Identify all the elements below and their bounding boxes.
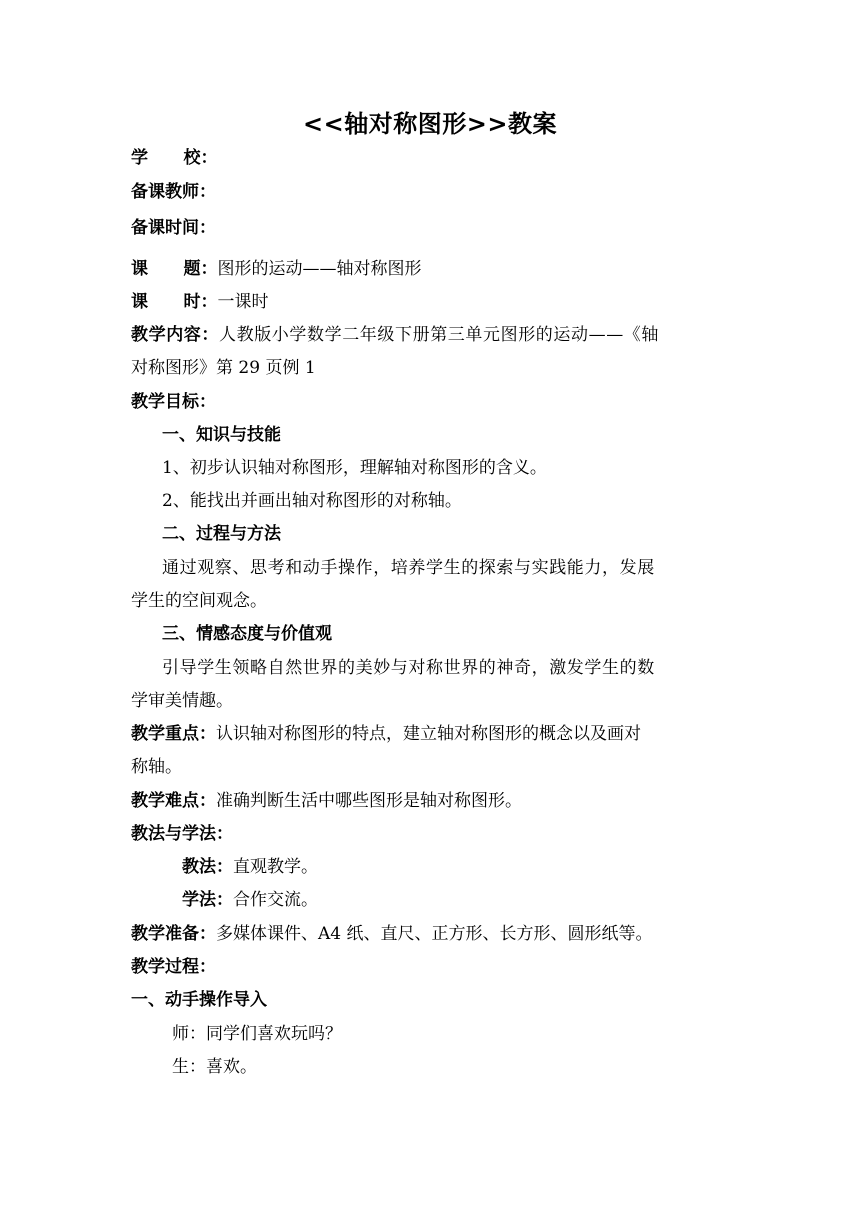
teach-method-line xyxy=(182,857,782,877)
goal2-heading: 二、过程与方法 xyxy=(162,524,281,544)
methods-line xyxy=(131,824,731,844)
key-points-line xyxy=(131,724,731,744)
topic-label: 课 题： xyxy=(131,259,218,279)
period-label: 课 时： xyxy=(131,292,218,312)
key-points-value-cont: 称轴。 xyxy=(131,757,182,777)
prep-time-line xyxy=(131,218,731,238)
content-label: 教学内容： xyxy=(131,325,219,345)
goal1-item1: 1、初步认识轴对称图形，理解轴对称图形的含义。 xyxy=(162,458,547,478)
teach-method-value: 直观教学。 xyxy=(233,857,318,877)
school-label: 学 校： xyxy=(131,148,218,168)
methods-label: 教法与学法： xyxy=(131,824,233,844)
period-line xyxy=(131,292,731,312)
prep-label: 教学准备： xyxy=(131,924,216,944)
school-line xyxy=(131,148,731,168)
prep-line xyxy=(131,924,731,944)
teacher-line xyxy=(131,182,731,202)
process-label: 教学过程： xyxy=(131,957,216,977)
document-title: <<轴对称图形>>教案 xyxy=(303,110,557,138)
goal3-heading: 三、情感态度与价值观 xyxy=(162,624,332,644)
difficulty-line xyxy=(131,791,731,811)
content-value-cont: 对称图形》第 29 页例 1 xyxy=(131,358,316,378)
key-points-line-2 xyxy=(131,757,731,777)
content-value: 人教版小学数学二年级下册第三单元图形的运动——《轴 xyxy=(219,325,659,345)
goal1-item2: 2、能找出并画出轴对称图形的对称轴。 xyxy=(162,491,462,511)
learn-method-label: 学法： xyxy=(182,890,233,910)
key-points-label: 教学重点： xyxy=(131,724,216,744)
prep-value: 多媒体课件、A4 纸、直尺、正方形、长方形、圆形纸等。 xyxy=(216,924,653,944)
goals-line xyxy=(131,392,731,412)
key-points-value: 认识轴对称图形的特点，建立轴对称图形的概念以及画对 xyxy=(216,724,641,744)
goal3-text-1: 引导学生领略自然世界的美妙与对称世界的神奇，激发学生的数 xyxy=(162,658,655,678)
prep-time-label: 备课时间： xyxy=(131,218,216,238)
difficulty-value: 准确判断生活中哪些图形是轴对称图形。 xyxy=(216,791,522,811)
topic-line xyxy=(131,259,731,279)
topic-value: 图形的运动——轴对称图形 xyxy=(217,259,422,279)
goal2-text-1: 通过观察、思考和动手操作，培养学生的探索与实践能力，发展 xyxy=(162,558,655,578)
goal3-text-2: 学审美情趣。 xyxy=(131,691,233,711)
goals-label: 教学目标： xyxy=(131,392,216,412)
section1-heading: 一、动手操作导入 xyxy=(131,990,267,1010)
difficulty-label: 教学难点： xyxy=(131,791,216,811)
process-line xyxy=(131,957,731,977)
learn-method-line xyxy=(182,890,782,910)
learn-method-value: 合作交流。 xyxy=(233,890,318,910)
period-value: 一课时 xyxy=(217,292,269,312)
teacher-label: 备课教师： xyxy=(131,182,216,202)
dialog-teacher: 师：同学们喜欢玩吗？ xyxy=(172,1024,342,1044)
teach-method-label: 教法： xyxy=(182,857,233,877)
goal2-text-2: 学生的空间观念。 xyxy=(131,591,267,611)
content-line-2 xyxy=(131,358,731,378)
goal1-heading: 一、知识与技能 xyxy=(162,425,281,445)
content-line xyxy=(131,325,731,345)
dialog-student: 生：喜欢。 xyxy=(172,1057,257,1077)
